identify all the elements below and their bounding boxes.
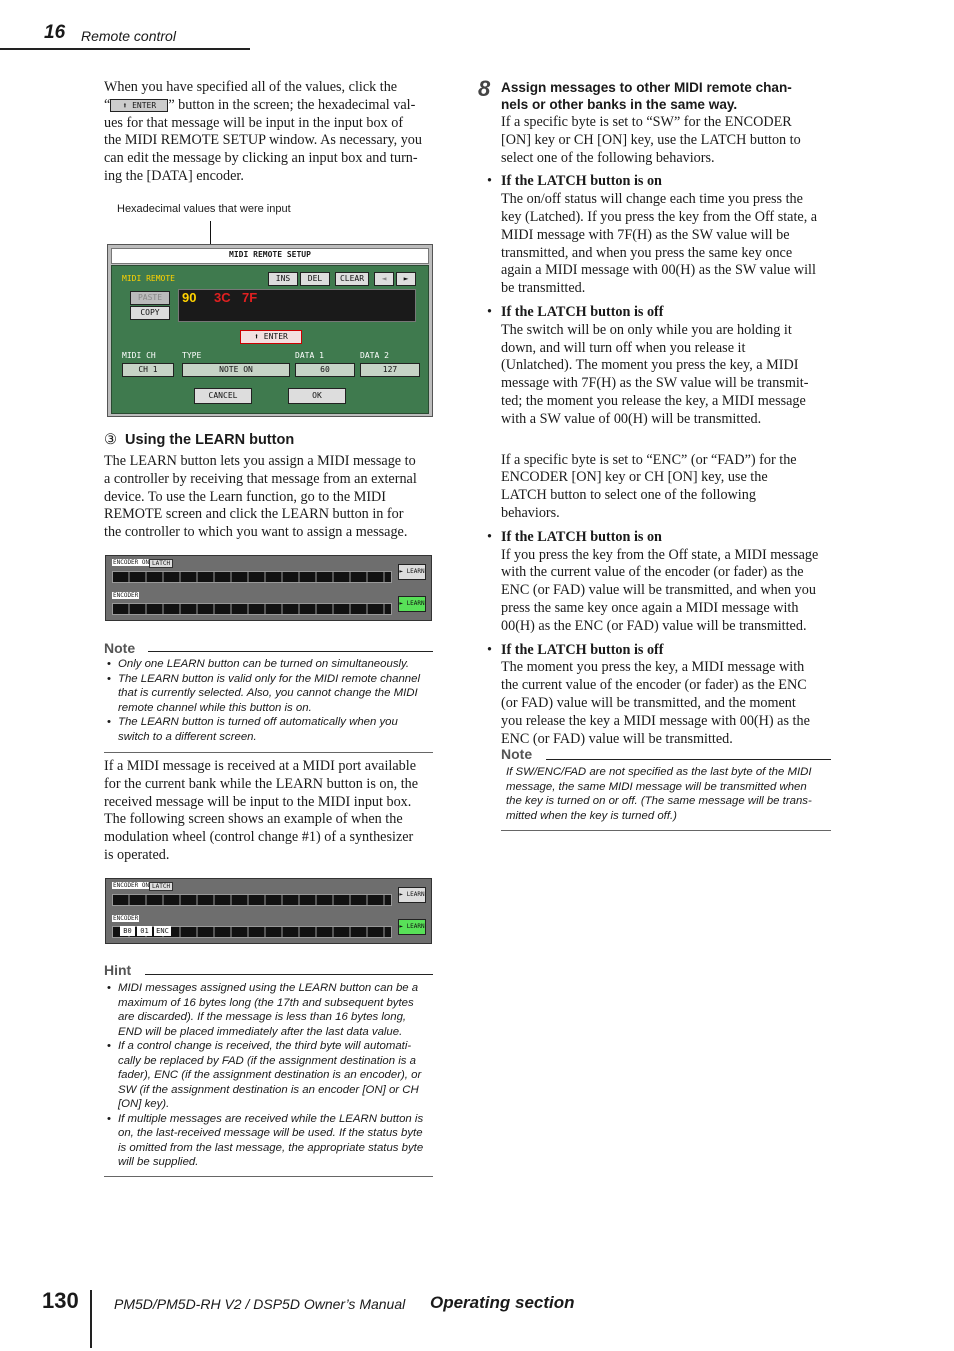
hint-list (104, 981, 432, 1170)
hint-item: • MIDI messages assigned using the LEARN button can be a maximum of 16 bytes long (the 17th and subsequent bytes are discarded). If the message is less than 16 bytes long, END will be placed immediately after the last data value. (104, 981, 432, 1039)
section-paragraph (104, 453, 434, 542)
learn-button-encoder[interactable]: ► LEARN (398, 596, 426, 612)
sw-latch-on (487, 173, 836, 298)
intro-line: can edit the message by clicking an input box and turn- (104, 150, 418, 167)
received-byte[interactable]: ENC (154, 926, 171, 936)
learn-button-encoder[interactable]: ► LEARN (398, 919, 426, 935)
note-title: Note (104, 640, 136, 656)
right-note-text (506, 765, 831, 823)
field-label: MIDI CH (122, 351, 156, 360)
data1-field[interactable]: 60 (295, 363, 355, 377)
note-item: • Only one LEARN button can be turned on simultaneously. (104, 657, 432, 672)
step-number: 8 (478, 76, 491, 101)
cancel-button[interactable]: CANCEL (194, 388, 252, 404)
note-rule (148, 651, 433, 652)
section-line: the controller to which you want to assign a message. (104, 524, 408, 541)
body-line: behaviors. (501, 504, 560, 521)
midi-remote-label: MIDI REMOTE (122, 274, 175, 283)
body-line: down, and will turn off when you release it (501, 339, 746, 356)
para-line: is operated. (104, 846, 170, 863)
chapter-number: 16 (44, 22, 66, 43)
section-title: Using the LEARN button (125, 432, 295, 448)
step-title (501, 79, 792, 113)
note-line: message, the same MIDI message will be transmitted when (506, 780, 807, 793)
sw-intro-line: If a specific byte is set to “SW” for the ENCODER (501, 114, 792, 130)
enter-button[interactable]: ⬆ ENTER (240, 330, 302, 344)
intro-line: ues for that message will be input in the input box of (104, 114, 404, 131)
intro-paragraph (104, 79, 434, 186)
note-line: mitted when the key is turned off.) (506, 809, 677, 822)
para-line: modulation wheel (control change #1) of a synthesizer (104, 829, 414, 846)
sw-latch-on-title: If the LATCH button is on (501, 173, 662, 190)
sw-latch-off (487, 303, 836, 429)
type-field[interactable]: NOTE ON (182, 363, 290, 377)
note-item: • The LEARN button is valid only for the MIDI remote channel that is currently selected. Also, you cannot change the MIDI remote channel while this button is on. (104, 672, 432, 716)
encoder-on-byte-row[interactable] (112, 571, 392, 583)
field-label: TYPE (182, 351, 202, 360)
bullet: • (487, 641, 492, 658)
body-line: The moment you press the key, a MIDI message with (501, 659, 805, 676)
note-line: If SW/ENC/FAD are not specified as the last byte of the MIDI (506, 766, 812, 778)
body-line: ENC (or FAD) value will be transmitted. (501, 730, 733, 747)
byte-cell[interactable]: 90 (182, 290, 197, 305)
intro-line-2: “ ⬆ ENTER ” button in the screen; the hexadecimal val- (104, 96, 416, 113)
body-line: 00(H) as the ENC (or FAD) value will be transmitted. (501, 617, 807, 634)
learn-receive-paragraph (104, 758, 434, 865)
body-line: ENC (or FAD) value will be transmitted, and when you (501, 582, 816, 599)
right-note-rule (546, 759, 831, 760)
field-label: DATA 2 (360, 351, 389, 360)
encoder-label: ENCODER (113, 592, 139, 599)
para-line: received message will be input to the MIDI input box. (104, 793, 412, 810)
received-byte[interactable]: B0 (120, 926, 135, 936)
hint-item: • If multiple messages are received while the LEARN button is on, the last-received message will be used. If the status byte is omitted from the last message, the appropriate status byte will be supplied. (104, 1112, 432, 1170)
section-heading (104, 432, 294, 448)
window-title-bar (111, 248, 429, 264)
body-line: transmitted, and when you press the same key once (501, 244, 793, 261)
encoder-on-label: ENCODER ON (113, 559, 150, 566)
para-line: The following screen shows an example of when the (104, 811, 403, 828)
chapter-title: Remote control (81, 28, 176, 44)
page-number: 130 (42, 1288, 79, 1313)
body-line: be transmitted. (501, 280, 586, 297)
enc-latch-off (487, 641, 836, 749)
manual-title: PM5D/PM5D-RH V2 / DSP5D Owner’s Manual (114, 1296, 406, 1312)
enc-latch-on (487, 528, 836, 636)
body-line: ted; the moment you release the key, a MIDI message (501, 392, 806, 409)
byte-cell[interactable]: 7F (242, 290, 258, 305)
field-label: DATA 1 (295, 351, 324, 360)
section-line: REMOTE screen and click the LEARN button in for (104, 506, 404, 523)
hint-item: • If a control change is received, the third byte will automati-cally be replaced by FAD (if the assignment destination is a fader), ENC (if the assignment destination is an encoder), or SW (if the assignment destination is an encoder [ON] or CH [ON] key). (104, 1039, 432, 1112)
para-line: If a MIDI message is received at a MIDI port available (104, 758, 416, 774)
hint-rule (145, 974, 433, 975)
body-line: again a MIDI message with 00(H) as the SW value will (501, 262, 816, 279)
body-line: LATCH button to select one of the following (501, 487, 756, 504)
scroll-right-button[interactable]: ► (396, 272, 416, 286)
body-line: The on/off status will change each time you press the (501, 191, 803, 208)
body-line: ENCODER [ON] key or CH [ON] key, use the (501, 469, 768, 486)
learn-button-encoder-on[interactable]: ► LEARN (398, 564, 426, 580)
intro-line: the MIDI REMOTE SETUP window. As necessary, you (104, 132, 422, 149)
enc-latch-off-title: If the LATCH button is off (501, 641, 664, 658)
encoder-on-label: ENCODER ON (113, 882, 150, 889)
scroll-left-button[interactable]: ◄ (374, 272, 394, 286)
midi-ch-field[interactable]: CH 1 (122, 363, 174, 377)
body-line: key (Latched). If you press the key from the Off state, a (501, 208, 818, 225)
window-title: MIDI REMOTE SETUP (229, 250, 311, 259)
footer-rule (90, 1290, 92, 1348)
hint-bottom-rule (104, 1176, 433, 1177)
latch-tag: LATCH (149, 882, 173, 891)
hint-title: Hint (104, 962, 132, 978)
copy-button[interactable]: COPY (130, 306, 170, 320)
body-line: the current value of the encoder (or fader) as the ENC (501, 677, 807, 694)
figure-callout: Hexadecimal values that were input (117, 203, 291, 215)
body-line: message with 7F(H) as the SW value will be transmit- (501, 375, 809, 392)
learn-screen-2 (105, 878, 432, 944)
body-line: press the same key once again a MIDI message with (501, 599, 799, 616)
paste-button[interactable]: PASTE (130, 291, 170, 305)
bullet: • (487, 303, 492, 320)
right-note-title: Note (501, 746, 533, 762)
note-bottom-rule (104, 752, 433, 753)
para-line: for the current bank while the LEARN button is on, the (104, 775, 419, 792)
right-body (487, 114, 836, 748)
midi-remote-setup-window (107, 244, 433, 417)
step-title-line: Assign messages to other MIDI remote chan- (501, 80, 792, 95)
section-line: device. To use the Learn function, go to the MIDI (104, 488, 387, 505)
body-line: MIDI message with 7F(H) as the SW value will be (501, 226, 790, 243)
encoder-label: ENCODER (113, 915, 139, 922)
ok-button[interactable]: OK (288, 388, 346, 404)
received-byte[interactable]: 01 (137, 926, 152, 936)
section-name: Operating section (430, 1293, 575, 1312)
body-line: If a specific byte is set to “ENC” (or “FAD”) for the (501, 451, 797, 468)
data2-field[interactable]: 127 (360, 363, 420, 377)
enc-latch-on-title: If the LATCH button is on (501, 528, 662, 545)
learn-button-encoder-on[interactable]: ► LEARN (398, 887, 426, 903)
step-title-line: nels or other banks in the same way. (501, 97, 738, 112)
bullet: • (487, 173, 492, 190)
del-button[interactable]: DEL (300, 272, 330, 286)
ins-button[interactable]: INS (268, 272, 298, 286)
section-line: The LEARN button lets you assign a MIDI message to (104, 453, 416, 469)
sw-intro-line: [ON] key or CH [ON] key, use the LATCH button to (501, 131, 801, 148)
note-item: • The LEARN button is turned off automatically when you switch to a different screen. (104, 715, 432, 744)
intro-line-1: When you have specified all of the values, click the (104, 79, 398, 95)
body-line: with the current value of the encoder (or fader) as the (501, 564, 804, 581)
section-line: a controller by receiving that message from an external (104, 470, 417, 487)
learn-screen-1 (105, 555, 432, 621)
header-rule (0, 48, 250, 50)
sw-intro-line: select one of the following behaviors. (501, 149, 715, 166)
green-panel (111, 265, 429, 414)
encoder-byte-row[interactable] (112, 603, 392, 615)
note-line: the key is turned on or off. (The same message will be trans- (506, 795, 812, 807)
clear-button[interactable]: CLEAR (335, 272, 369, 286)
bullet: • (487, 528, 492, 545)
right-note-bottom-rule (501, 830, 831, 831)
body-line: with a SW value of 00(H) will be transmitted. (501, 410, 762, 427)
latch-tag: LATCH (149, 559, 173, 568)
section-number: ③ (104, 432, 117, 448)
enc-intro (501, 452, 836, 523)
body-line: If you press the key from the Off state, a MIDI message (501, 546, 819, 563)
body-line: (or FAD) value will be transmitted, and the moment (501, 694, 796, 711)
sw-latch-off-title: If the LATCH button is off (501, 303, 664, 320)
inline-enter-button: ⬆ ENTER (110, 99, 168, 112)
encoder-on-byte-row[interactable] (112, 894, 392, 906)
byte-cell[interactable]: 3C (214, 290, 231, 305)
body-line: The switch will be on only while you are holding it (501, 321, 792, 338)
body-line: (Unlatched). The moment you press the key, a MIDI (501, 357, 799, 374)
body-line: you release the key a MIDI message with 00(H) as the (501, 712, 810, 729)
intro-line: ing the [DATA] encoder. (104, 167, 244, 184)
note-list (104, 657, 432, 744)
